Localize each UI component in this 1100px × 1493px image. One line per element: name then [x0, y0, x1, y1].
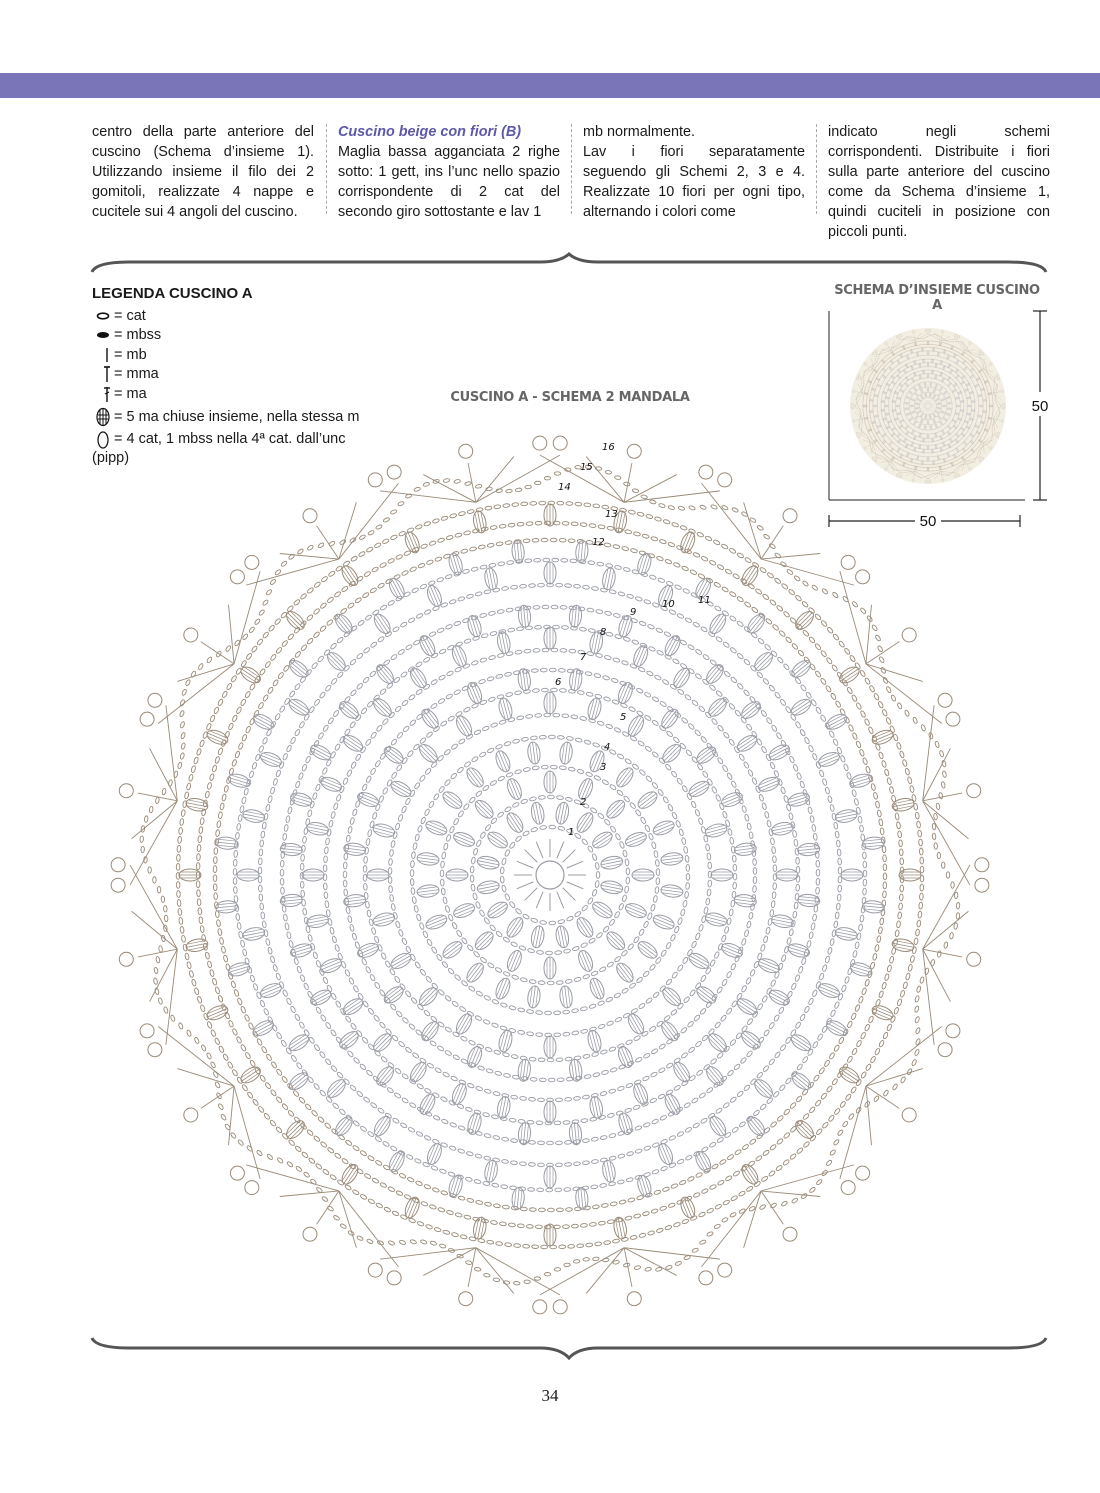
text-column-4 [828, 122, 1050, 242]
paragraph: mb normalmente. [583, 124, 695, 140]
round-label: 9 [630, 607, 637, 618]
column-divider [326, 124, 327, 214]
column-divider [571, 124, 572, 214]
round-label: 14 [558, 482, 571, 493]
legend-item: = mbss [92, 326, 392, 346]
mb-icon [92, 346, 114, 364]
round-label: 1 [568, 827, 575, 838]
ma-icon [92, 385, 114, 403]
chart-title: CUSCINO A - SCHEMA 2 MANDALA [450, 390, 690, 405]
mandala-crochet-chart [80, 405, 1020, 1345]
height-label: 50 [1031, 398, 1049, 415]
round-label: 11 [698, 595, 711, 606]
text-column-2 [338, 122, 560, 222]
header-accent-bar [0, 73, 1100, 98]
legend-item: = ma [92, 384, 392, 404]
bottom-brace-divider [90, 1336, 1048, 1362]
round-label: 6 [555, 677, 562, 688]
paragraph: indicato negli schemi corrispondenti. Distribuite i fiori sulla parte anteriore del cuscino come da Schema d’insieme 1, quindi cuciteli in posizione con piccoli punti. [828, 124, 1050, 240]
legend-item: = mb [92, 345, 392, 365]
round-label: 2 [580, 797, 587, 808]
round-label: 16 [602, 442, 615, 453]
round-label: 8 [600, 627, 607, 638]
round-label: 3 [600, 762, 607, 773]
legend-item: = 5 ma chiuse insieme, nella stessa m [92, 408, 392, 428]
mbss-icon [92, 326, 114, 344]
legend-item: = 4 cat, 1 mbss nella 4ª cat. dall’unc (pipp) [92, 431, 346, 466]
round-label: 12 [592, 537, 605, 548]
legend-title: LEGENDA CUSCINO A [92, 285, 253, 302]
section-heading: Cuscino beige con fiori (B) [338, 124, 522, 140]
paragraph: Maglia bassa agganciata 2 righe sotto: 1 gett, ins l’unc nello spazio corrispondente di 2 cat del secondo giro sottostante e lav 1 [338, 144, 560, 220]
paragraph: Lav i fiori separatamente seguendo gli Schemi 2, 3 e 4. Realizzate 10 fiori per ogni tipo, alternando i colori come [583, 144, 805, 220]
mma-icon [92, 365, 114, 383]
legend-item: = mma [92, 365, 392, 385]
round-label: 4 [604, 742, 611, 753]
width-label: 50 [919, 513, 937, 530]
cat-icon [92, 307, 114, 325]
text-column-1 [92, 122, 314, 222]
round-label: 15 [580, 462, 593, 473]
page-number: 34 [541, 1386, 559, 1405]
round-label: 7 [580, 652, 587, 663]
round-label: 13 [605, 509, 618, 520]
overview-title: SCHEMA D’INSIEME CUSCINO A [834, 283, 1040, 313]
round-label: 10 [662, 599, 675, 610]
column-divider [816, 124, 817, 214]
paragraph: centro della parte anteriore del cuscino (Schema d’insieme 1). Utilizzando insieme il filo dei 2 gomitoli, realizzate 4 nappe e cucitele sui 4 angoli del cuscino. [92, 124, 314, 220]
round-label: 5 [620, 712, 627, 723]
top-brace-divider [90, 252, 1048, 276]
text-column-3 [583, 122, 805, 222]
legend-item: = cat [92, 306, 392, 326]
